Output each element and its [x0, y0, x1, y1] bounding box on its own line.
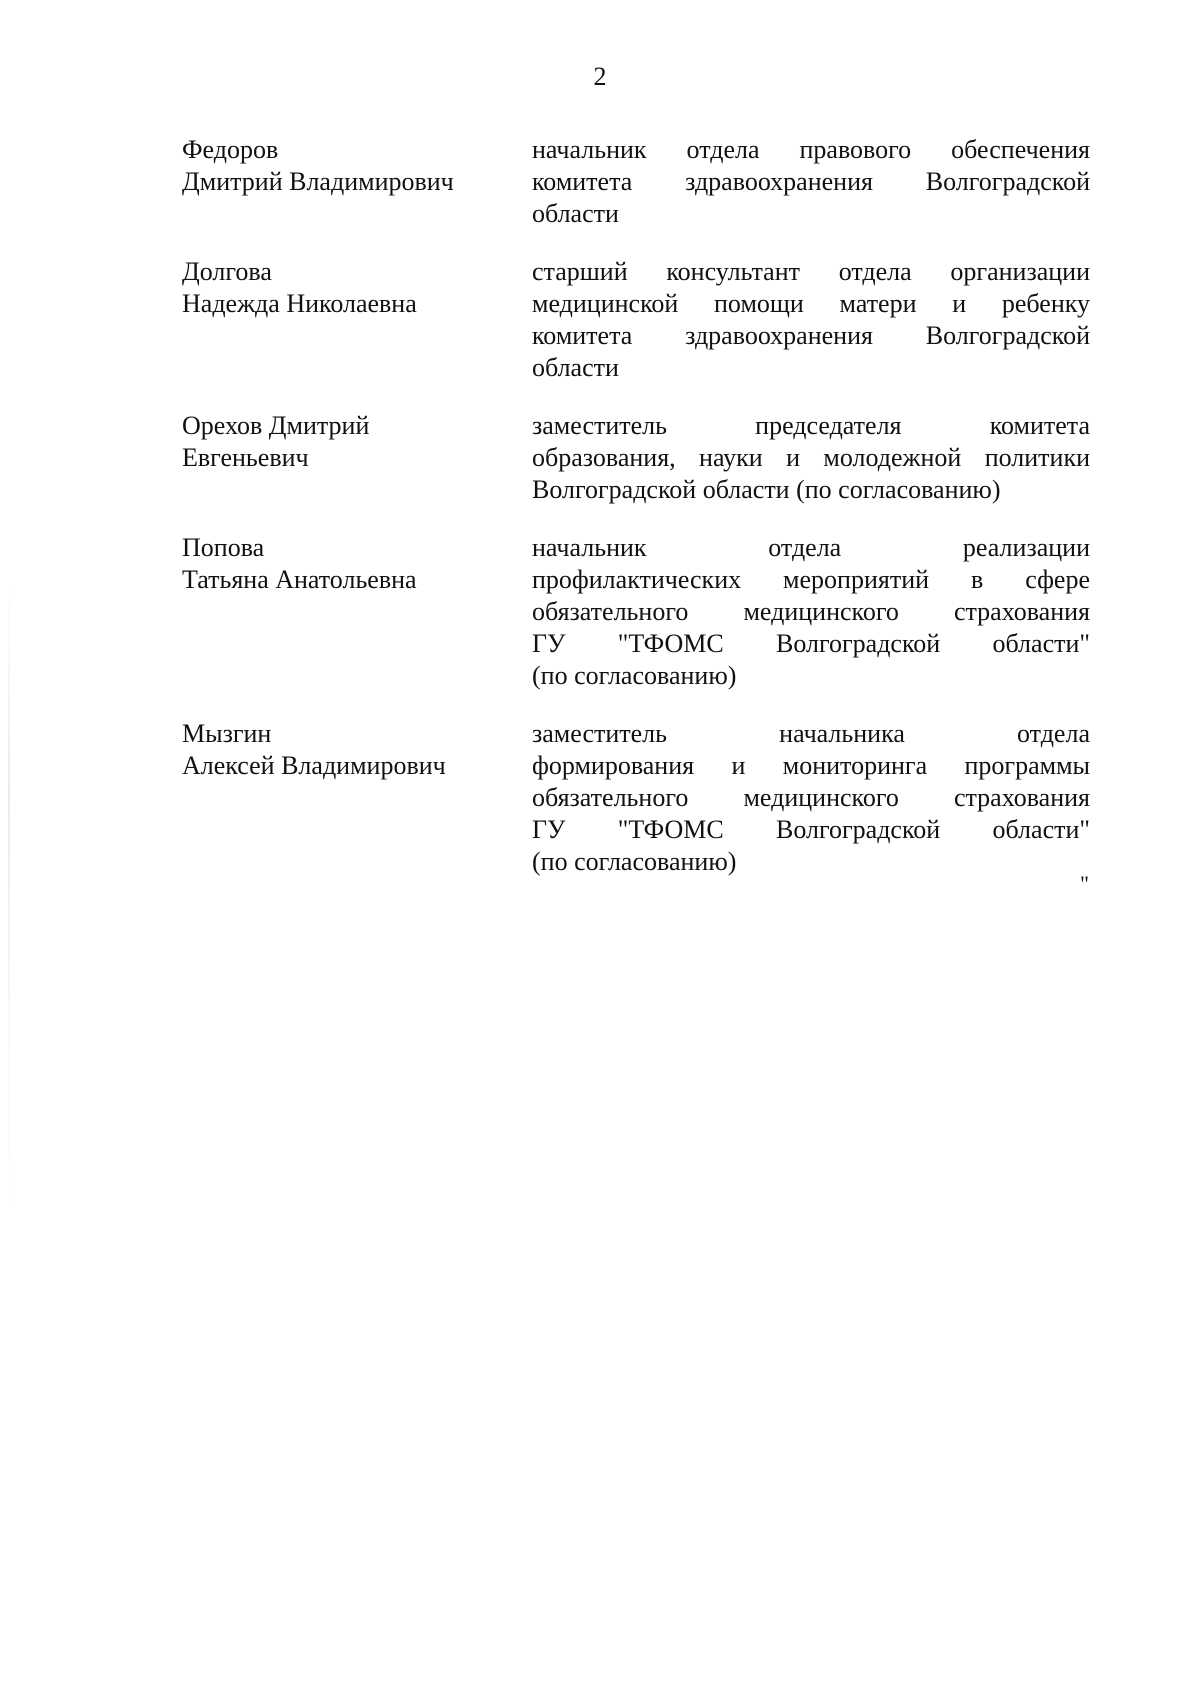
- member-position: [532, 718, 1090, 878]
- position-line: обязательного медицинского страхования: [532, 597, 1090, 626]
- position-line: комитета здравоохранения Волгоградской: [532, 321, 1090, 350]
- member-given-names: Татьяна Анатольевна: [182, 565, 417, 594]
- position-line: образования, науки и молодежной политики: [532, 443, 1090, 472]
- member-name: [182, 532, 532, 596]
- member-name: [182, 410, 532, 474]
- member-name: [182, 134, 532, 198]
- position-line: области: [532, 199, 619, 228]
- member-name: [182, 718, 532, 782]
- member-surname: Долгова: [182, 257, 272, 286]
- position-line: начальник отдела реализации: [532, 533, 1090, 562]
- position-line: старший консультант отдела организации: [532, 257, 1090, 286]
- member-position: [532, 256, 1090, 384]
- position-line: ГУ "ТФОМС Волгоградской области": [532, 815, 1090, 844]
- member-row: [182, 134, 1090, 230]
- position-line: заместитель председателя комитета: [532, 411, 1090, 440]
- position-line: области: [532, 353, 619, 382]
- member-row: [182, 256, 1090, 384]
- position-line: комитета здравоохранения Волгоградской: [532, 167, 1090, 196]
- member-surname: Федоров: [182, 135, 279, 164]
- position-line: (по согласованию): [532, 847, 737, 876]
- member-given-names: Надежда Николаевна: [182, 289, 417, 318]
- position-line: заместитель начальника отдела: [532, 719, 1090, 748]
- member-given-names: Дмитрий Владимирович: [182, 167, 454, 196]
- committee-members-list: [182, 134, 1090, 904]
- position-line: (по согласованию): [532, 661, 737, 690]
- member-surname: Мызгин: [182, 719, 272, 748]
- member-position: [532, 410, 1090, 506]
- page-number: 2: [593, 62, 607, 91]
- member-name: [182, 256, 532, 320]
- member-given-names: Алексей Владимирович: [182, 751, 446, 780]
- position-line: медицинской помощи матери и ребенку: [532, 289, 1090, 318]
- member-row: [182, 718, 1090, 878]
- member-position: [532, 134, 1090, 230]
- closing-quote-mark: ": [1080, 871, 1089, 896]
- position-line: Волгоградской области (по согласованию): [532, 475, 1001, 504]
- member-surname: Попова: [182, 533, 265, 562]
- position-line: формирования и мониторинга программы: [532, 751, 1090, 780]
- scan-edge-artifact: [8, 580, 10, 1220]
- member-given-names: Евгеньевич: [182, 443, 309, 472]
- member-surname: Орехов Дмитрий: [182, 411, 370, 440]
- position-line: профилактических мероприятий в сфере: [532, 565, 1090, 594]
- member-row: [182, 410, 1090, 506]
- position-line: обязательного медицинского страхования: [532, 783, 1090, 812]
- member-position: [532, 532, 1090, 692]
- position-line: начальник отдела правового обеспечения: [532, 135, 1090, 164]
- position-line: ГУ "ТФОМС Волгоградской области": [532, 629, 1090, 658]
- member-row: [182, 532, 1090, 692]
